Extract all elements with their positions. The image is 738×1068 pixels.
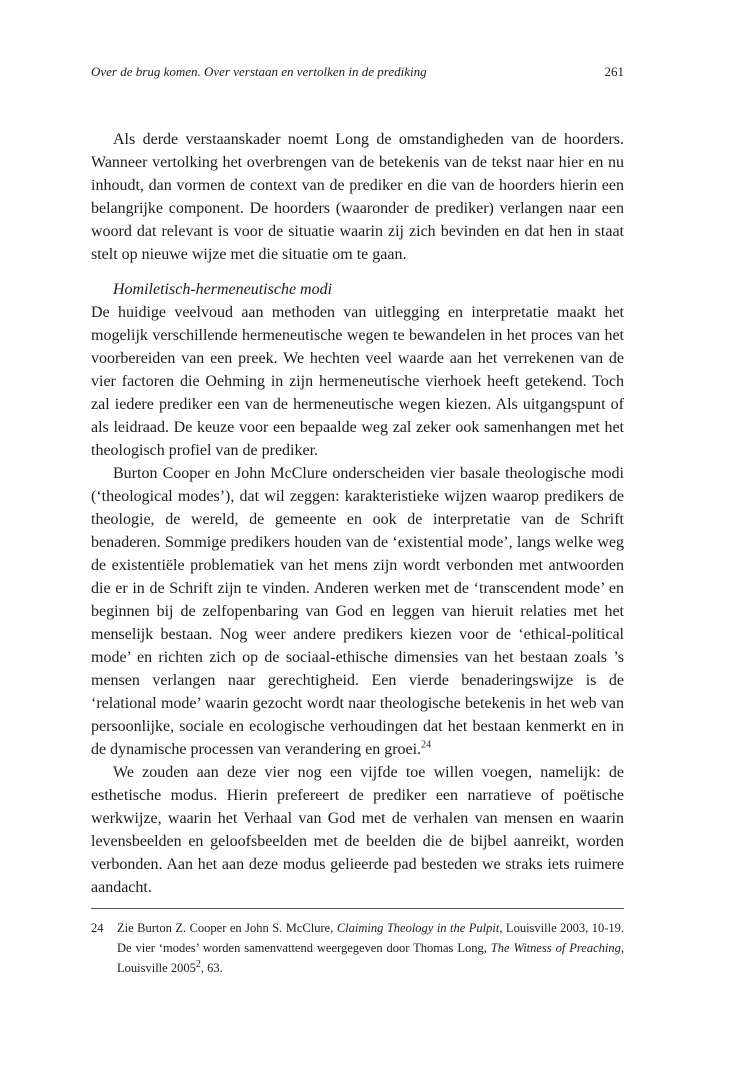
footnote-number: 24 xyxy=(91,921,104,935)
footnote xyxy=(91,918,624,978)
footnote-part: , Louisville 2003, 10-19. De vier ‘modes’ worden samenvattend weergegeven door Thomas Long, xyxy=(117,921,624,955)
footnote-book-title: The Witness of Preaching xyxy=(490,941,621,955)
paragraph-3-text: Burton Cooper en John McClure onderscheiden vier basale theologische modi (‘theological modes’), dat wil zeggen: karakteristieke wijzen waarop predikers de theologie, de wereld, de gemeente en ook de interpretatie van de Schrift benaderen. Sommige predikers houden van de ‘existential mode’, langs welke weg de existentiële problematiek van het mens zijn wordt verbonden met antwoorden die er in de Schrift zijn te vinden. Anderen werken met de ‘transcendent mode’ en beginnen bij de zelfopenbaring van God en leggen van hieruit relaties met het menselijk bestaan. Nog weer andere predikers kiezen voor de ‘ethical-political mode’ en richten zich op de sociaal-ethische dimensies van het bestaan zoals ’s mensen verlangen naar gerechtigheid. Een vierde benaderingswijze is de ‘relational mode’ waarin gezocht wordt naar theologische betekenis in het web van persoonlijke, sociale en ecologische verhoudingen dat het bestaan kenmerkt en in de dynamische processen van verandering en groei. xyxy=(91,465,624,758)
paragraph-3 xyxy=(91,462,624,761)
main-text xyxy=(91,128,624,899)
footnote-book-title: Claiming Theology in the Pulpit xyxy=(336,921,500,935)
footnote-part: , 63. xyxy=(200,961,223,975)
section-subheading: Homiletisch-hermeneutische modi xyxy=(113,281,333,298)
running-head xyxy=(91,64,624,80)
footnote-part: , Louisville 2005 xyxy=(117,941,624,975)
page-number: 261 xyxy=(604,64,624,79)
footnote-divider xyxy=(91,908,624,909)
paragraph-2: De huidige veelvoud aan methoden van uitlegging en interpretatie maakt het mogelijk verschillende hermeneutische wegen te bewandelen in het proces van het voorbereiden van een preek. We hechten veel waarde aan het verrekenen van de vier factoren die Oehming in zijn hermeneutische vierhoek heeft getekend. Toch zal iedere prediker een van de hermeneutische wegen kiezen. Als uitgangspunt of als leidraad. De keuze voor een bepaalde weg zal zeker ook samenhangen met het theologisch profiel van de prediker. xyxy=(91,304,624,459)
paragraph-1: Als derde verstaanskader noemt Long de omstandigheden van de hoorders. Wanneer vertolking het overbrengen van de betekenis van de tekst naar hier en nu inhoudt, dan vormen de context van de prediker en die van de hoorders hierin een belangrijke component. De hoorders (waaronder de prediker) verlangen naar een woord dat relevant is voor de situatie waarin zij zich bevinden en dat hen in staat stelt op nieuwe wijze met die situatie om te gaan. xyxy=(91,131,624,263)
footnote-reference[interactable]: 24 xyxy=(421,739,432,751)
footnote-text xyxy=(117,918,624,978)
footnote-part: Zie Burton Z. Cooper en John S. McClure, xyxy=(117,921,337,935)
edition-superscript: 2 xyxy=(195,958,201,970)
running-head-title: Over de brug komen. Over verstaan en vertolken in de prediking xyxy=(91,64,427,79)
paragraph-4: We zouden aan deze vier nog een vijfde toe willen voegen, namelijk: de esthetische modus. Hierin prefereert de prediker een narratieve of poëtische werkwijze, waarin het Verhaal van God met de verhalen van mensen en waarin levensbeelden en geloofsbeelden met de beelden die de bijbel aanreikt, worden verbonden. Aan het aan deze modus gelieerde pad besteden we straks iets ruimere aandacht. xyxy=(91,764,624,896)
